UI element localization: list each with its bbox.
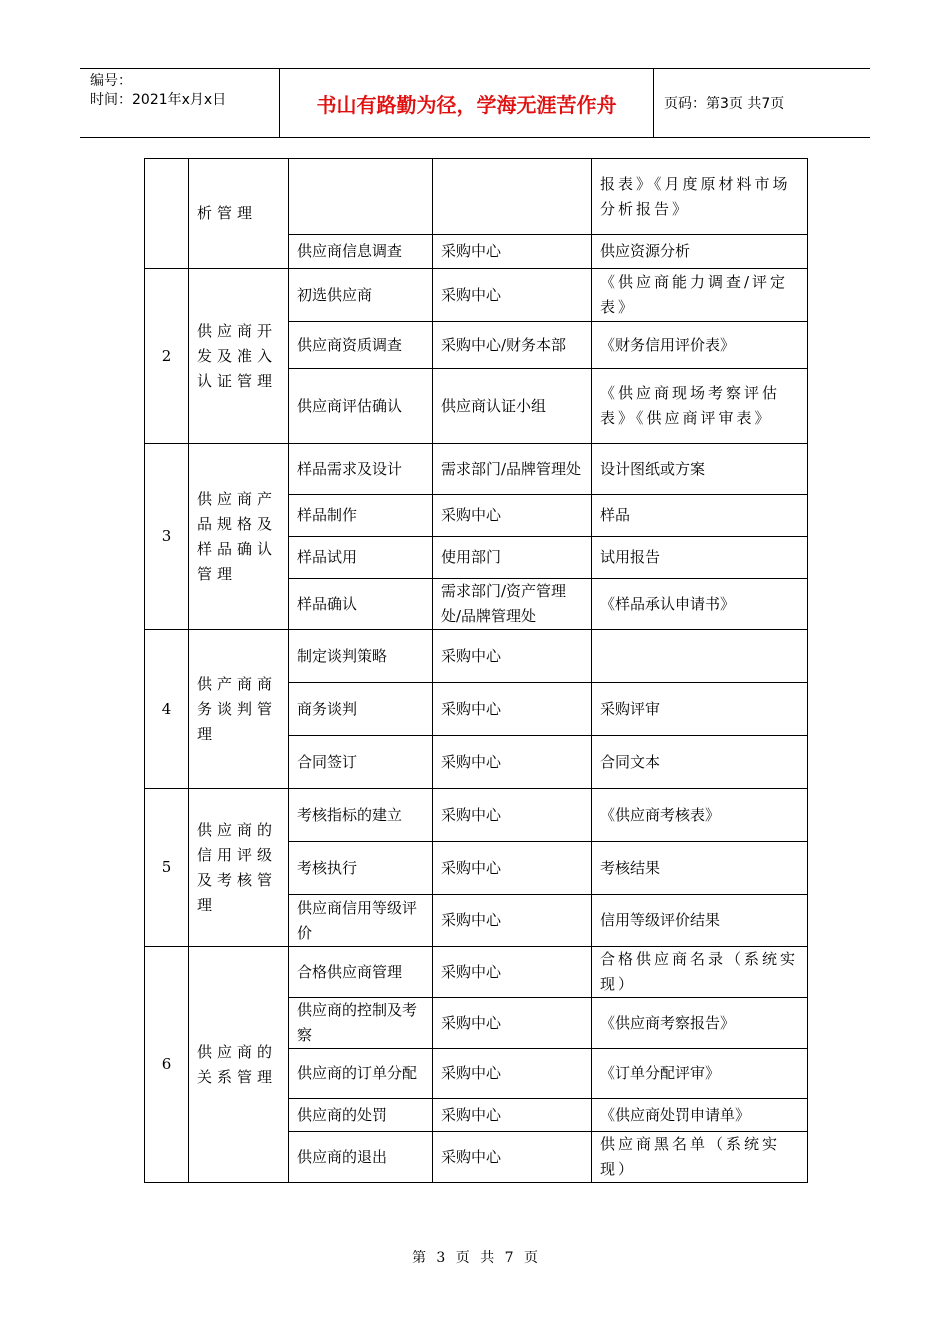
department-cell: 采购中心 (433, 683, 592, 736)
category-cell: 供应商的信用评级及考核管理 (189, 789, 289, 947)
activity-cell: 供应商信息调查 (289, 235, 433, 269)
output-cell: 设计图纸或方案 (592, 444, 808, 495)
output-cell: 信用等级评价结果 (592, 895, 808, 947)
row-number: 5 (145, 789, 189, 947)
department-cell: 采购中心 (433, 630, 592, 683)
department-cell: 采购中心 (433, 895, 592, 947)
row-number: 3 (145, 444, 189, 630)
activity-cell: 供应商评估确认 (289, 369, 433, 444)
page-footer: 第 3 页 共 7 页 (411, 1250, 539, 1266)
output-cell: 《供应商处罚申请单》 (592, 1099, 808, 1132)
table-row (145, 269, 808, 322)
category-cell: 供应商产品规格及样品确认管理 (189, 444, 289, 630)
output-cell: 报表》《月度原材料市场分析报告》 (592, 159, 808, 235)
output-cell (592, 630, 808, 683)
table-row (145, 159, 808, 235)
department-cell: 采购中心 (433, 947, 592, 998)
department-cell (433, 159, 592, 235)
header-page-code: 页码：第3页 共7页 (664, 96, 785, 112)
activity-cell: 供应商资质调查 (289, 322, 433, 369)
output-cell: 《样品承认申请书》 (592, 579, 808, 630)
output-cell: 《订单分配评审》 (592, 1049, 808, 1099)
output-cell: 《供应商考核表》 (592, 789, 808, 842)
activity-cell: 供应商的退出 (289, 1132, 433, 1183)
activity-cell: 样品制作 (289, 495, 433, 537)
output-cell: 试用报告 (592, 537, 808, 579)
output-cell: 合格供应商名录（系统实现） (592, 947, 808, 998)
activity-cell: 合同签订 (289, 736, 433, 789)
page-header (80, 68, 870, 138)
department-cell: 采购中心 (433, 736, 592, 789)
activity-cell: 商务谈判 (289, 683, 433, 736)
document-number-label: 编号： (90, 73, 132, 89)
department-cell: 采购中心 (433, 269, 592, 322)
department-cell: 采购中心 (433, 235, 592, 269)
table-row (145, 630, 808, 683)
row-number: 4 (145, 630, 189, 789)
department-cell: 采购中心 (433, 495, 592, 537)
category-cell: 供产商商务谈判管理 (189, 630, 289, 789)
row-number: 6 (145, 947, 189, 1183)
activity-cell: 供应商的处罚 (289, 1099, 433, 1132)
document-time: 时间：2021年x月x日 (90, 92, 227, 108)
department-cell: 采购中心/财务本部 (433, 322, 592, 369)
department-cell: 使用部门 (433, 537, 592, 579)
activity-cell (289, 159, 433, 235)
activity-cell: 样品试用 (289, 537, 433, 579)
header-motto: 书山有路勤为径，学海无涯苦作舟 (280, 69, 654, 137)
category-cell: 析管理 (189, 159, 289, 269)
department-cell: 需求部门/资产管理处/品牌管理处 (433, 579, 592, 630)
output-cell: 《供应商考察报告》 (592, 998, 808, 1049)
activity-cell: 供应商的订单分配 (289, 1049, 433, 1099)
department-cell: 采购中心 (433, 1049, 592, 1099)
output-cell: 供应资源分析 (592, 235, 808, 269)
activity-cell: 初选供应商 (289, 269, 433, 322)
process-table (144, 158, 808, 1183)
table-row (145, 947, 808, 998)
department-cell: 采购中心 (433, 789, 592, 842)
output-cell: 供应商黑名单（系统实现） (592, 1132, 808, 1183)
department-cell: 采购中心 (433, 1132, 592, 1183)
table-row (145, 789, 808, 842)
category-cell: 供应商开发及准入认证管理 (189, 269, 289, 444)
activity-cell: 样品需求及设计 (289, 444, 433, 495)
department-cell: 供应商认证小组 (433, 369, 592, 444)
output-cell: 采购评审 (592, 683, 808, 736)
activity-cell: 供应商信用等级评价 (289, 895, 433, 947)
output-cell: 《财务信用评价表》 (592, 322, 808, 369)
activity-cell: 考核执行 (289, 842, 433, 895)
output-cell: 《供应商能力调查/评定表》 (592, 269, 808, 322)
category-cell: 供应商的关系管理 (189, 947, 289, 1183)
output-cell: 《供应商现场考察评估表》《供应商评审表》 (592, 369, 808, 444)
table-row (145, 444, 808, 495)
output-cell: 样品 (592, 495, 808, 537)
output-cell: 考核结果 (592, 842, 808, 895)
activity-cell: 样品确认 (289, 579, 433, 630)
department-cell: 采购中心 (433, 842, 592, 895)
activity-cell: 制定谈判策略 (289, 630, 433, 683)
header-meta (80, 69, 280, 137)
department-cell: 采购中心 (433, 998, 592, 1049)
activity-cell: 考核指标的建立 (289, 789, 433, 842)
row-number: 2 (145, 269, 189, 444)
activity-cell: 合格供应商管理 (289, 947, 433, 998)
activity-cell: 供应商的控制及考察 (289, 998, 433, 1049)
output-cell: 合同文本 (592, 736, 808, 789)
department-cell: 采购中心 (433, 1099, 592, 1132)
row-number (145, 159, 189, 269)
department-cell: 需求部门/品牌管理处 (433, 444, 592, 495)
